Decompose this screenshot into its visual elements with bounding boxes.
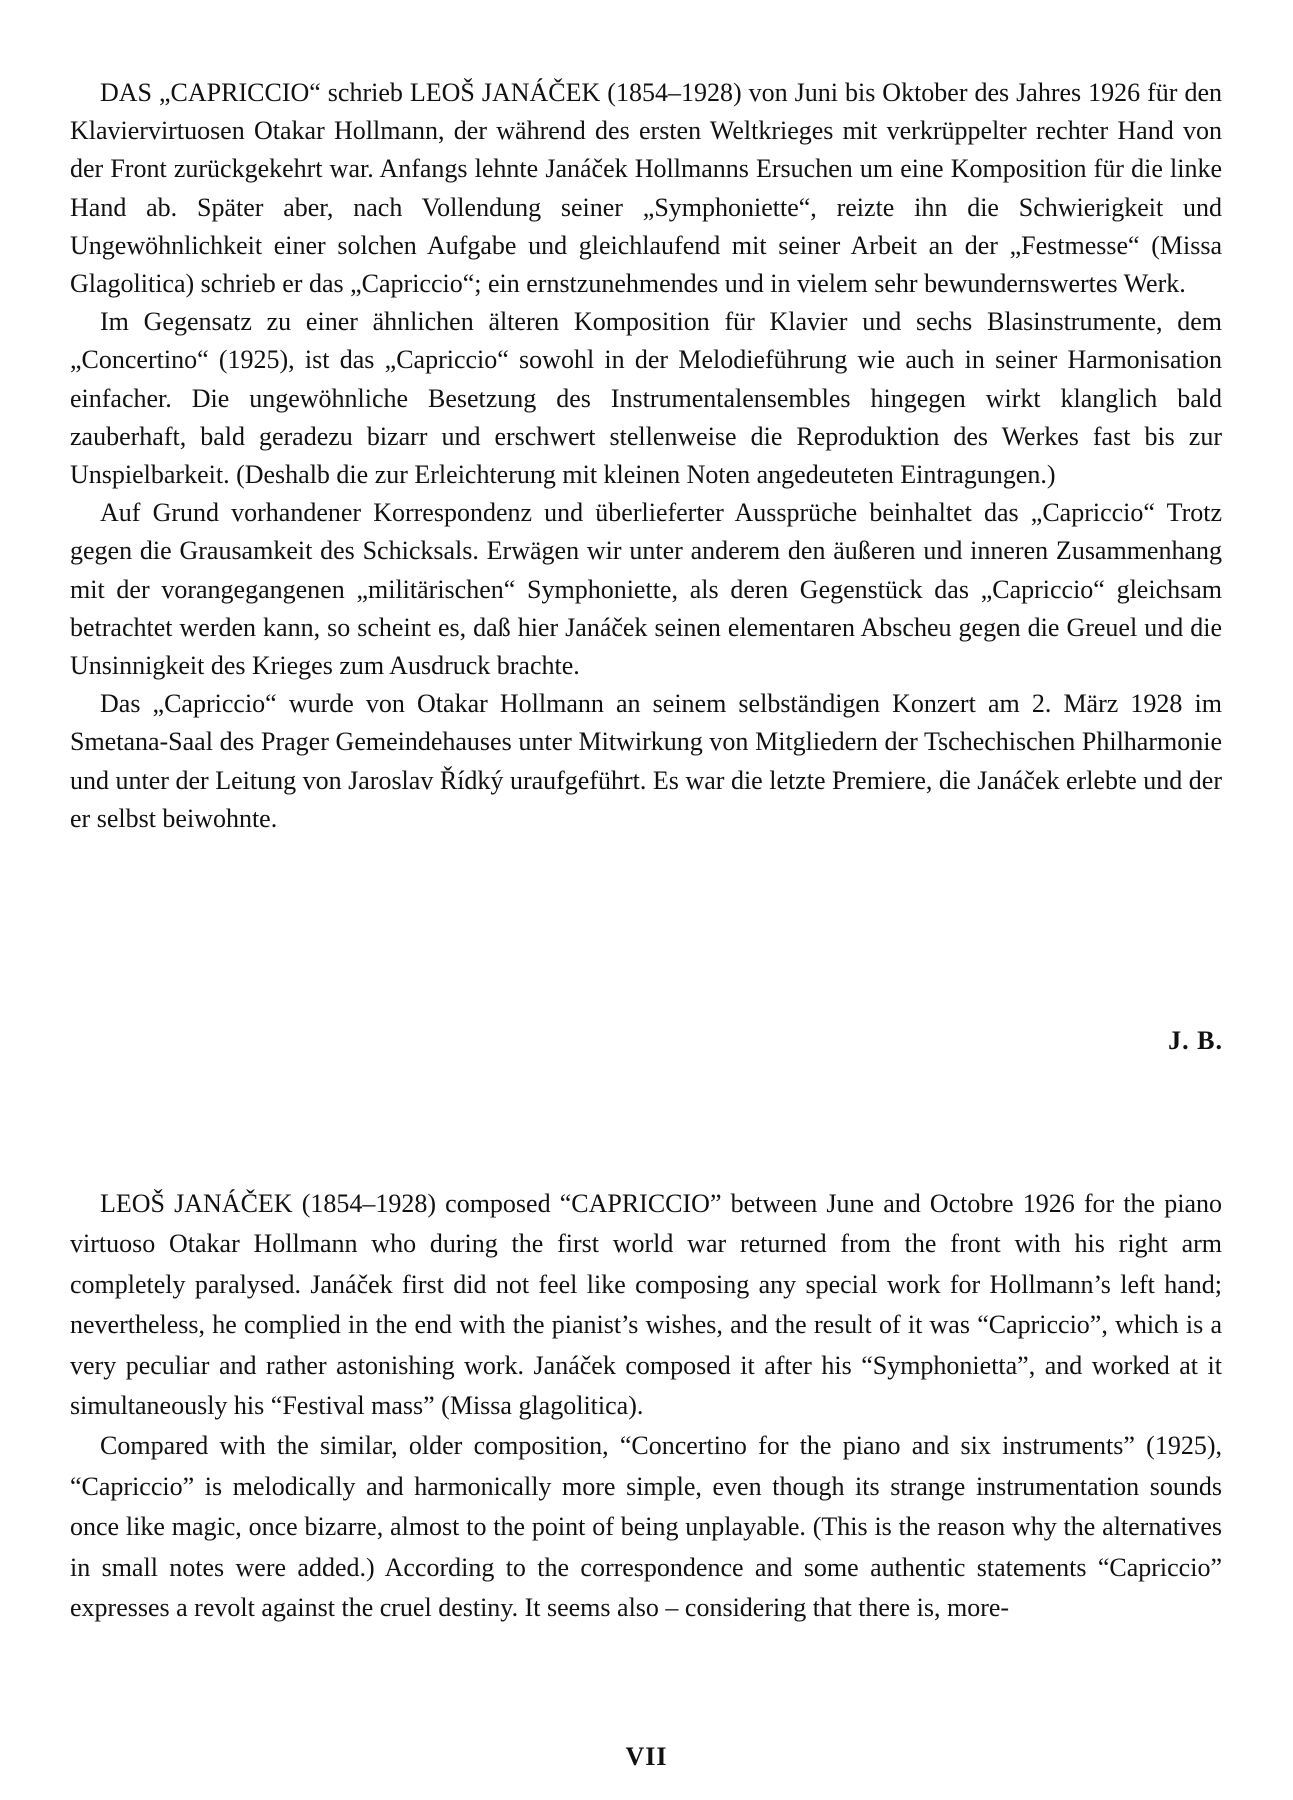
author-initials: J. B. <box>1168 1026 1223 1055</box>
german-paragraph-1: DAS „CAPRICCIO“ schrieb LEOŠ JANÁČEK (1854–1928) von Juni bis Oktober des Jahres 1926 für den Klaviervirtuosen Otakar Hollmann, der während des ersten Weltkrieges mit verkrüppelter rechter Hand von der Front zurückgekehrt war. Anfangs lehnte Janáček Hollmanns Ersuchen um eine Komposition für die linke Hand ab. Später aber, nach Vollendung seiner „Symphoniette“, reizte ihn die Schwierigkeit und Ungewöhnlichkeit einer solchen Aufgabe und gleichlaufend mit seiner Arbeit an der „Festmesse“ (Missa Glagolitica) schrieb er das „Capriccio“; ein ernstzunehmendes und in vielem sehr bewundernswertes Werk. <box>70 78 1222 299</box>
english-paragraph-1: LEOŠ JANÁČEK (1854–1928) composed “CAPRICCIO” between June and Octobre 1926 for the piano virtuoso Otakar Hollmann who during the first world war returned from the front with his right arm completely paralysed. Janáček first did not feel like composing any special work for Hollmann’s left hand; nevertheless, he complied in the end with the pianist’s wishes, and the result of it was “Capriccio”, which is a very peculiar and rather astonishing work. Janáček composed it after his “Symphonietta”, and worked at it simultaneously his “Festival mass” (Missa glagolitica). <box>70 1189 1222 1421</box>
english-paragraph-2: Compared with the similar, older composition, “Concertino for the piano and six instruments” (1925), “Capriccio” is melodically and harmonically more simple, even though its strange instrumentation sounds once like magic, once bizarre, almost to the point of being unplayable. (This is the reason why the alternatives in small notes were added.) According to the correspondence and some authentic statements “Capriccio” expresses a revolt against the cruel destiny. It seems also – considering that there is, more- <box>70 1431 1222 1623</box>
german-introduction <box>70 74 1222 838</box>
german-paragraph-3: Auf Grund vorhandener Korrespondenz und überlieferter Aussprüche beinhaltet das „Capriccio“ Trotz gegen die Grausamkeit des Schicksals. Erwägen wir unter anderem den äußeren und inneren Zusammenhang mit der vorangegangenen „militärischen“ Symphoniette, als deren Gegenstück das „Capriccio“ gleichsam betrachtet werden kann, so scheint es, daß hier Janáček seinen elementaren Abscheu gegen die Greuel und die Unsinnigkeit des Krieges zum Ausdruck brachte. <box>70 498 1222 681</box>
english-introduction <box>70 1184 1222 1628</box>
page-number: VII <box>625 1742 668 1771</box>
german-paragraph-4: Das „Capriccio“ wurde von Otakar Hollmann an seinem selbständigen Konzert am 2. März 1928 im Smetana-Saal des Prager Gemeindehauses unter Mitwirkung von Mitgliedern der Tschechischen Philharmonie und unter der Leitung von Jaroslav Řídký uraufgeführt. Es war die letzte Premiere, die Janáček erlebte und der er selbst beiwohnte. <box>70 689 1222 833</box>
german-paragraph-2: Im Gegensatz zu einer ähnlichen älteren Komposition für Klavier und sechs Blasinstrumente, dem „Concertino“ (1925), ist das „Capriccio“ sowohl in der Melodieführung wie auch in seiner Harmonisation einfacher. Die ungewöhnliche Besetzung des Instrumentalensembles hingegen wirkt klanglich bald zauberhaft, bald geradezu bizarr und erschwert stellenweise die Reproduktion des Werkes fast bis zur Unspielbarkeit. (Deshalb die zur Erleichterung mit kleinen Noten angedeuteten Eintragungen.) <box>70 307 1222 490</box>
